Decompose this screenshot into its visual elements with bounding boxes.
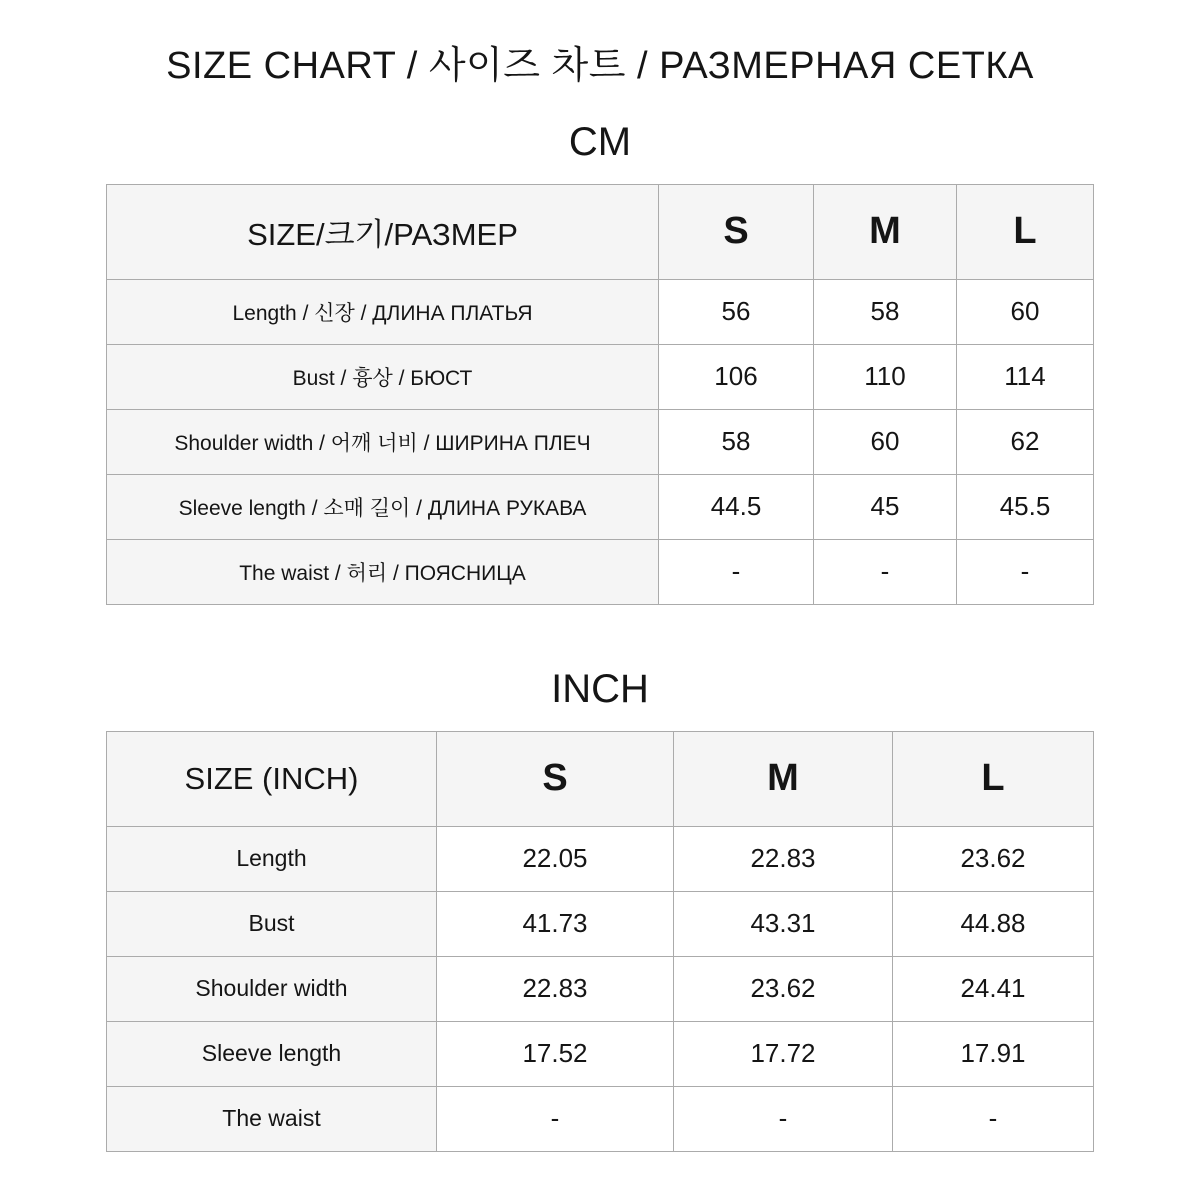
measurement-value: 22.83: [437, 956, 674, 1021]
cm-size-header-s: S: [659, 184, 814, 279]
measurement-value: -: [674, 1086, 893, 1151]
measurement-row: [107, 539, 1094, 604]
measurement-value: 41.73: [437, 891, 674, 956]
measurement-value: 17.52: [437, 1021, 674, 1086]
cm-section-heading: CM: [568, 119, 632, 164]
measurement-value: 60: [957, 279, 1094, 344]
measurement-value: -: [814, 539, 957, 604]
measurement-row: [107, 956, 1094, 1021]
measurement-row: [107, 409, 1094, 474]
measurement-value: 114: [957, 344, 1094, 409]
cm-size-header-m: M: [814, 184, 957, 279]
measurement-row: [107, 279, 1094, 344]
measurement-label: Bust / 흉상 / БЮСТ: [107, 344, 659, 409]
inch-size-header-l: L: [893, 731, 1094, 826]
inch-section-heading: INCH: [551, 666, 649, 711]
measurement-label: Bust: [107, 891, 437, 956]
measurement-value: 45: [814, 474, 957, 539]
measurement-value: 43.31: [674, 891, 893, 956]
measurement-label: Sleeve length / 소매 길이 / ДЛИНА РУКАВА: [107, 474, 659, 539]
measurement-label: Shoulder width / 어깨 너비 / ШИРИНА ПЛЕЧ: [107, 409, 659, 474]
measurement-value: 58: [814, 279, 957, 344]
measurement-row: [107, 1021, 1094, 1086]
measurement-row: [107, 474, 1094, 539]
measurement-row: [107, 344, 1094, 409]
measurement-value: -: [659, 539, 814, 604]
measurement-label: Length: [107, 826, 437, 891]
measurement-value: 23.62: [674, 956, 893, 1021]
measurement-value: 45.5: [957, 474, 1094, 539]
measurement-value: 56: [659, 279, 814, 344]
measurement-value: 60: [814, 409, 957, 474]
cm-size-header-l: L: [957, 184, 1094, 279]
inch-size-header-m: M: [674, 731, 893, 826]
measurement-value: 44.5: [659, 474, 814, 539]
inch-corner-header: SIZE (INCH): [107, 731, 437, 826]
measurement-value: -: [437, 1086, 674, 1151]
measurement-value: 44.88: [893, 891, 1094, 956]
measurement-value: 24.41: [893, 956, 1094, 1021]
inch-size-header-s: S: [437, 731, 674, 826]
measurement-value: 17.72: [674, 1021, 893, 1086]
cm-corner-header: SIZE/크기/РАЗМЕР: [107, 184, 659, 279]
measurement-value: 62: [957, 409, 1094, 474]
inch-size-table: [106, 731, 1094, 1152]
measurement-label: The waist / 허리 / ПОЯСНИЦА: [107, 539, 659, 604]
measurement-value: 110: [814, 344, 957, 409]
measurement-label: Shoulder width: [107, 956, 437, 1021]
measurement-row: [107, 1086, 1094, 1151]
measurement-value: -: [893, 1086, 1094, 1151]
cm-table-header-row: [107, 184, 1094, 279]
measurement-value: 22.05: [437, 826, 674, 891]
measurement-value: 23.62: [893, 826, 1094, 891]
measurement-value: 17.91: [893, 1021, 1094, 1086]
cm-size-table: [106, 184, 1094, 605]
measurement-label: Length / 신장 / ДЛИНА ПЛАТЬЯ: [107, 279, 659, 344]
measurement-value: -: [957, 539, 1094, 604]
measurement-row: [107, 826, 1094, 891]
page-title: SIZE CHART / 사이즈 차트 / РАЗМЕРНАЯ СЕТКА: [166, 45, 1034, 87]
measurement-value: 106: [659, 344, 814, 409]
measurement-label: The waist: [107, 1086, 437, 1151]
measurement-label: Sleeve length: [107, 1021, 437, 1086]
inch-table-header-row: [107, 731, 1094, 826]
measurement-row: [107, 891, 1094, 956]
measurement-value: 58: [659, 409, 814, 474]
measurement-value: 22.83: [674, 826, 893, 891]
